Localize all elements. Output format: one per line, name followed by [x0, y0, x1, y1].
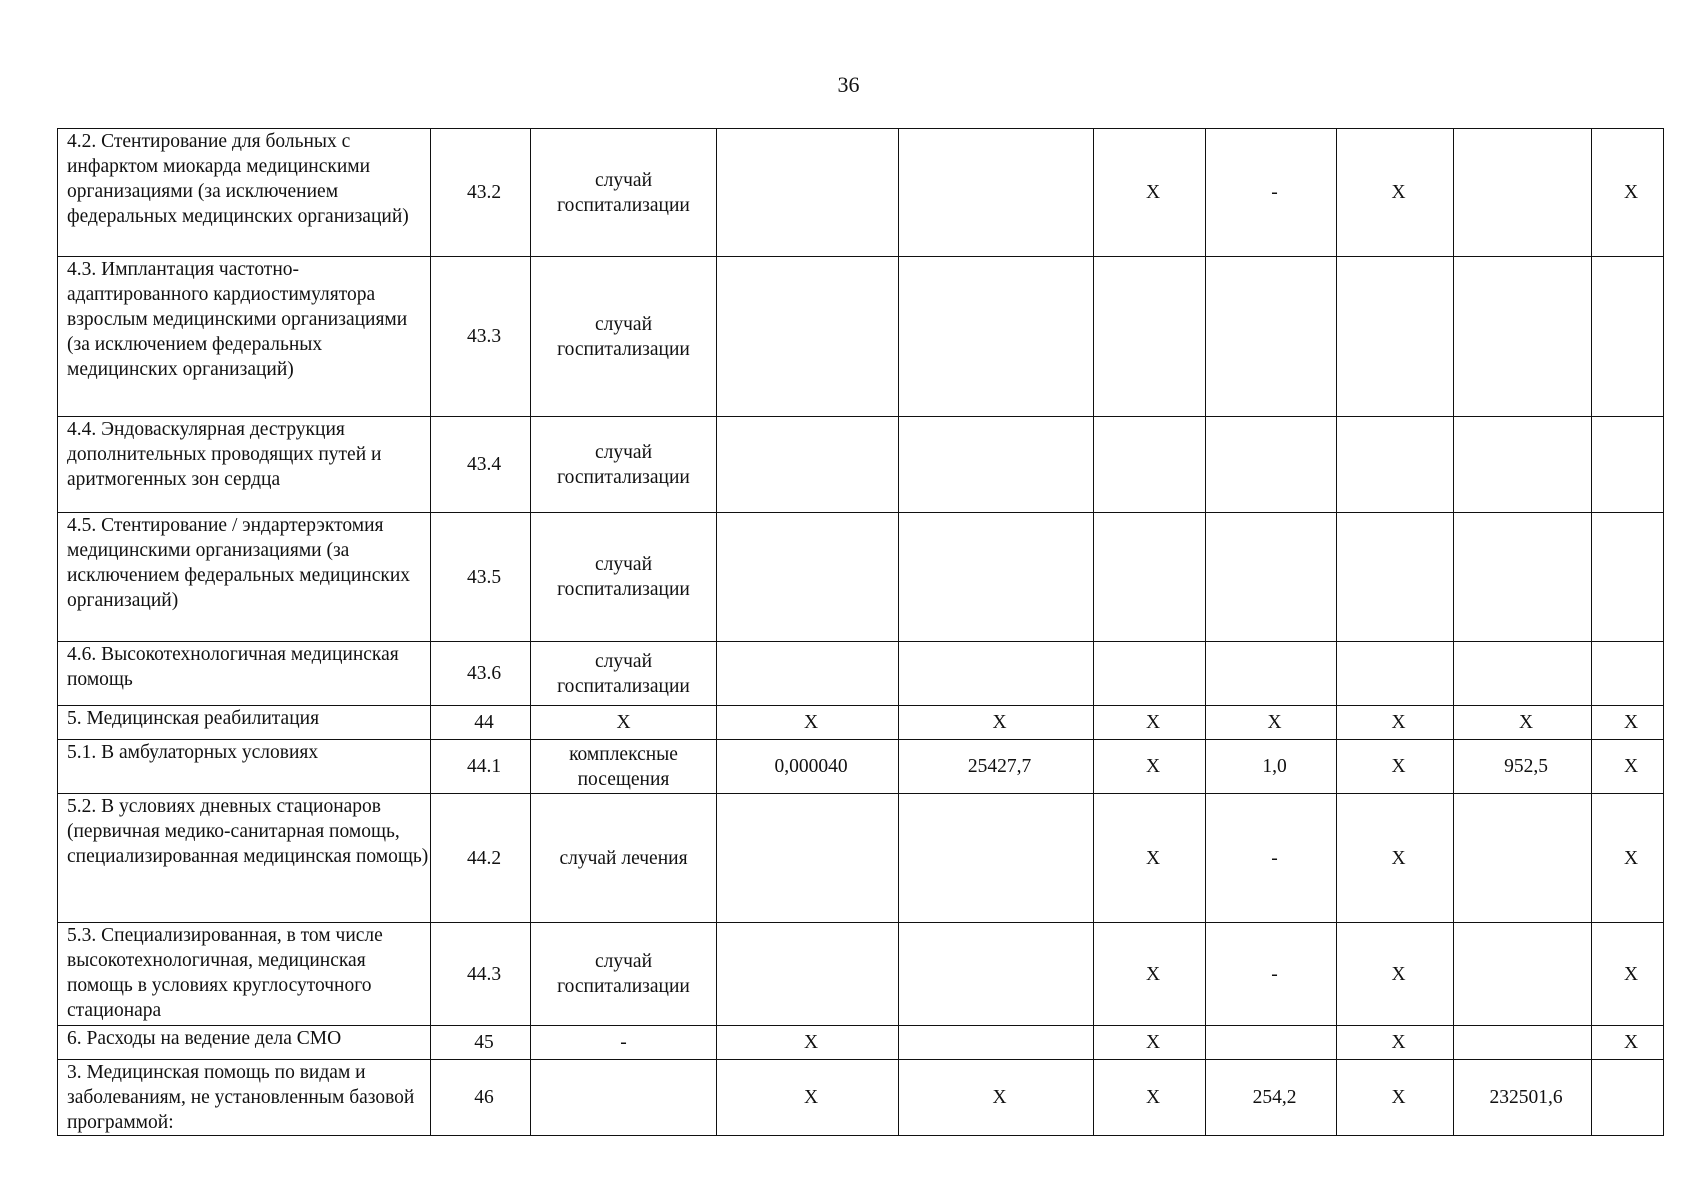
table-row: [58, 642, 1664, 706]
col6-cell: X: [1094, 129, 1206, 257]
page-number: 36: [837, 72, 860, 97]
row-name-cell: 4.2. Стентирование для больных с инфарктом миокарда медицинскими организациями (за исключением федеральных медицинских организаций): [58, 129, 431, 257]
col8-cell: [1337, 417, 1454, 513]
col6-cell: X: [1094, 1026, 1206, 1060]
col6-cell: [1094, 642, 1206, 706]
unit-cell: случай госпитализации: [531, 642, 717, 706]
col6-cell: [1094, 257, 1206, 417]
col10-cell: X: [1592, 129, 1664, 257]
col10-cell: [1592, 513, 1664, 642]
code-cell: 44.1: [431, 740, 531, 794]
col9-cell: [1454, 257, 1592, 417]
col10-cell: [1592, 642, 1664, 706]
table-row: [58, 1026, 1664, 1060]
col6-cell: [1094, 513, 1206, 642]
col7-cell: [1206, 642, 1337, 706]
unit-cell: случай госпитализации: [531, 417, 717, 513]
col7-cell: [1206, 1026, 1337, 1060]
table-row: [58, 794, 1664, 923]
col4-cell: X: [717, 706, 899, 740]
row-name-cell: 4.5. Стентирование / эндартерэктомия медицинскими организациями (за исключением федеральных медицинских организаций): [58, 513, 431, 642]
col4-cell: [717, 794, 899, 923]
code-cell: 44.2: [431, 794, 531, 923]
unit-cell: случай госпитализации: [531, 257, 717, 417]
col4-cell: X: [717, 1060, 899, 1136]
table-row: [58, 706, 1664, 740]
table-row: [58, 129, 1664, 257]
unit-cell: [531, 1060, 717, 1136]
unit-cell: -: [531, 1026, 717, 1060]
table-row: [58, 1060, 1664, 1136]
col9-cell: [1454, 417, 1592, 513]
col9-cell: [1454, 1026, 1592, 1060]
col6-cell: [1094, 417, 1206, 513]
table-row: [58, 257, 1664, 417]
col5-cell: [899, 923, 1094, 1026]
col4-cell: [717, 513, 899, 642]
col8-cell: X: [1337, 1026, 1454, 1060]
col10-cell: [1592, 257, 1664, 417]
col5-cell: [899, 417, 1094, 513]
col9-cell: X: [1454, 706, 1592, 740]
col5-cell: [899, 257, 1094, 417]
col10-cell: X: [1592, 794, 1664, 923]
row-name-cell: 3. Медицинская помощь по видам и заболеваниям, не установленным базовой программой:: [58, 1060, 431, 1136]
col9-cell: [1454, 794, 1592, 923]
col4-cell: [717, 129, 899, 257]
col8-cell: [1337, 513, 1454, 642]
col6-cell: X: [1094, 794, 1206, 923]
col7-cell: -: [1206, 794, 1337, 923]
col5-cell: [899, 513, 1094, 642]
col4-cell: [717, 257, 899, 417]
row-name-cell: 5.2. В условиях дневных стационаров (первичная медико-санитарная помощь, специализированная медицинская помощь): [58, 794, 431, 923]
code-cell: 46: [431, 1060, 531, 1136]
code-cell: 45: [431, 1026, 531, 1060]
col10-cell: X: [1592, 740, 1664, 794]
col4-cell: [717, 642, 899, 706]
row-name-cell: 4.4. Эндоваскулярная деструкция дополнительных проводящих путей и аритмогенных зон сердца: [58, 417, 431, 513]
col8-cell: X: [1337, 706, 1454, 740]
col8-cell: X: [1337, 129, 1454, 257]
col9-cell: 232501,6: [1454, 1060, 1592, 1136]
table-row: [58, 740, 1664, 794]
col5-cell: X: [899, 706, 1094, 740]
col9-cell: 952,5: [1454, 740, 1592, 794]
col6-cell: X: [1094, 923, 1206, 1026]
col7-cell: -: [1206, 129, 1337, 257]
col5-cell: [899, 1026, 1094, 1060]
col8-cell: [1337, 642, 1454, 706]
col8-cell: X: [1337, 740, 1454, 794]
col6-cell: X: [1094, 706, 1206, 740]
code-cell: 43.2: [431, 129, 531, 257]
unit-cell: случай госпитализации: [531, 129, 717, 257]
table-row: [58, 513, 1664, 642]
col7-cell: 254,2: [1206, 1060, 1337, 1136]
row-name-cell: 5. Медицинская реабилитация: [58, 706, 431, 740]
col10-cell: X: [1592, 923, 1664, 1026]
code-cell: 44.3: [431, 923, 531, 1026]
col7-cell: 1,0: [1206, 740, 1337, 794]
col10-cell: X: [1592, 706, 1664, 740]
col4-cell: 0,000040: [717, 740, 899, 794]
col7-cell: [1206, 257, 1337, 417]
col5-cell: 25427,7: [899, 740, 1094, 794]
table-body: [58, 129, 1664, 1136]
unit-cell: комплексные посещения: [531, 740, 717, 794]
col4-cell: [717, 923, 899, 1026]
code-cell: 43.6: [431, 642, 531, 706]
col6-cell: X: [1094, 1060, 1206, 1136]
col8-cell: X: [1337, 923, 1454, 1026]
row-name-cell: 5.3. Специализированная, в том числе высокотехнологичная, медицинская помощь в условиях круглосуточного стационара: [58, 923, 431, 1026]
col6-cell: X: [1094, 740, 1206, 794]
col9-cell: [1454, 642, 1592, 706]
col5-cell: X: [899, 1060, 1094, 1136]
unit-cell: случай лечения: [531, 794, 717, 923]
col4-cell: [717, 417, 899, 513]
row-name-cell: 4.6. Высокотехнологичная медицинская помощь: [58, 642, 431, 706]
table-row: [58, 417, 1664, 513]
row-name-cell: 5.1. В амбулаторных условиях: [58, 740, 431, 794]
col10-cell: [1592, 1060, 1664, 1136]
row-name-cell: 4.3. Имплантация частотно-адаптированного кардиостимулятора взрослым медицинскими организациями (за исключением федеральных медицинских организаций): [58, 257, 431, 417]
col7-cell: X: [1206, 706, 1337, 740]
code-cell: 44: [431, 706, 531, 740]
code-cell: 43.4: [431, 417, 531, 513]
col7-cell: [1206, 513, 1337, 642]
table-row: [58, 923, 1664, 1026]
code-cell: 43.5: [431, 513, 531, 642]
col5-cell: [899, 794, 1094, 923]
col7-cell: [1206, 417, 1337, 513]
col8-cell: X: [1337, 1060, 1454, 1136]
unit-cell: случай госпитализации: [531, 923, 717, 1026]
col5-cell: [899, 642, 1094, 706]
col9-cell: [1454, 129, 1592, 257]
col9-cell: [1454, 923, 1592, 1026]
col4-cell: X: [717, 1026, 899, 1060]
col9-cell: [1454, 513, 1592, 642]
col8-cell: [1337, 257, 1454, 417]
col10-cell: X: [1592, 1026, 1664, 1060]
unit-cell: X: [531, 706, 717, 740]
col10-cell: [1592, 417, 1664, 513]
col7-cell: -: [1206, 923, 1337, 1026]
col8-cell: X: [1337, 794, 1454, 923]
col5-cell: [899, 129, 1094, 257]
row-name-cell: 6. Расходы на ведение дела СМО: [58, 1026, 431, 1060]
unit-cell: случай госпитализации: [531, 513, 717, 642]
data-table: [57, 128, 1664, 1136]
code-cell: 43.3: [431, 257, 531, 417]
